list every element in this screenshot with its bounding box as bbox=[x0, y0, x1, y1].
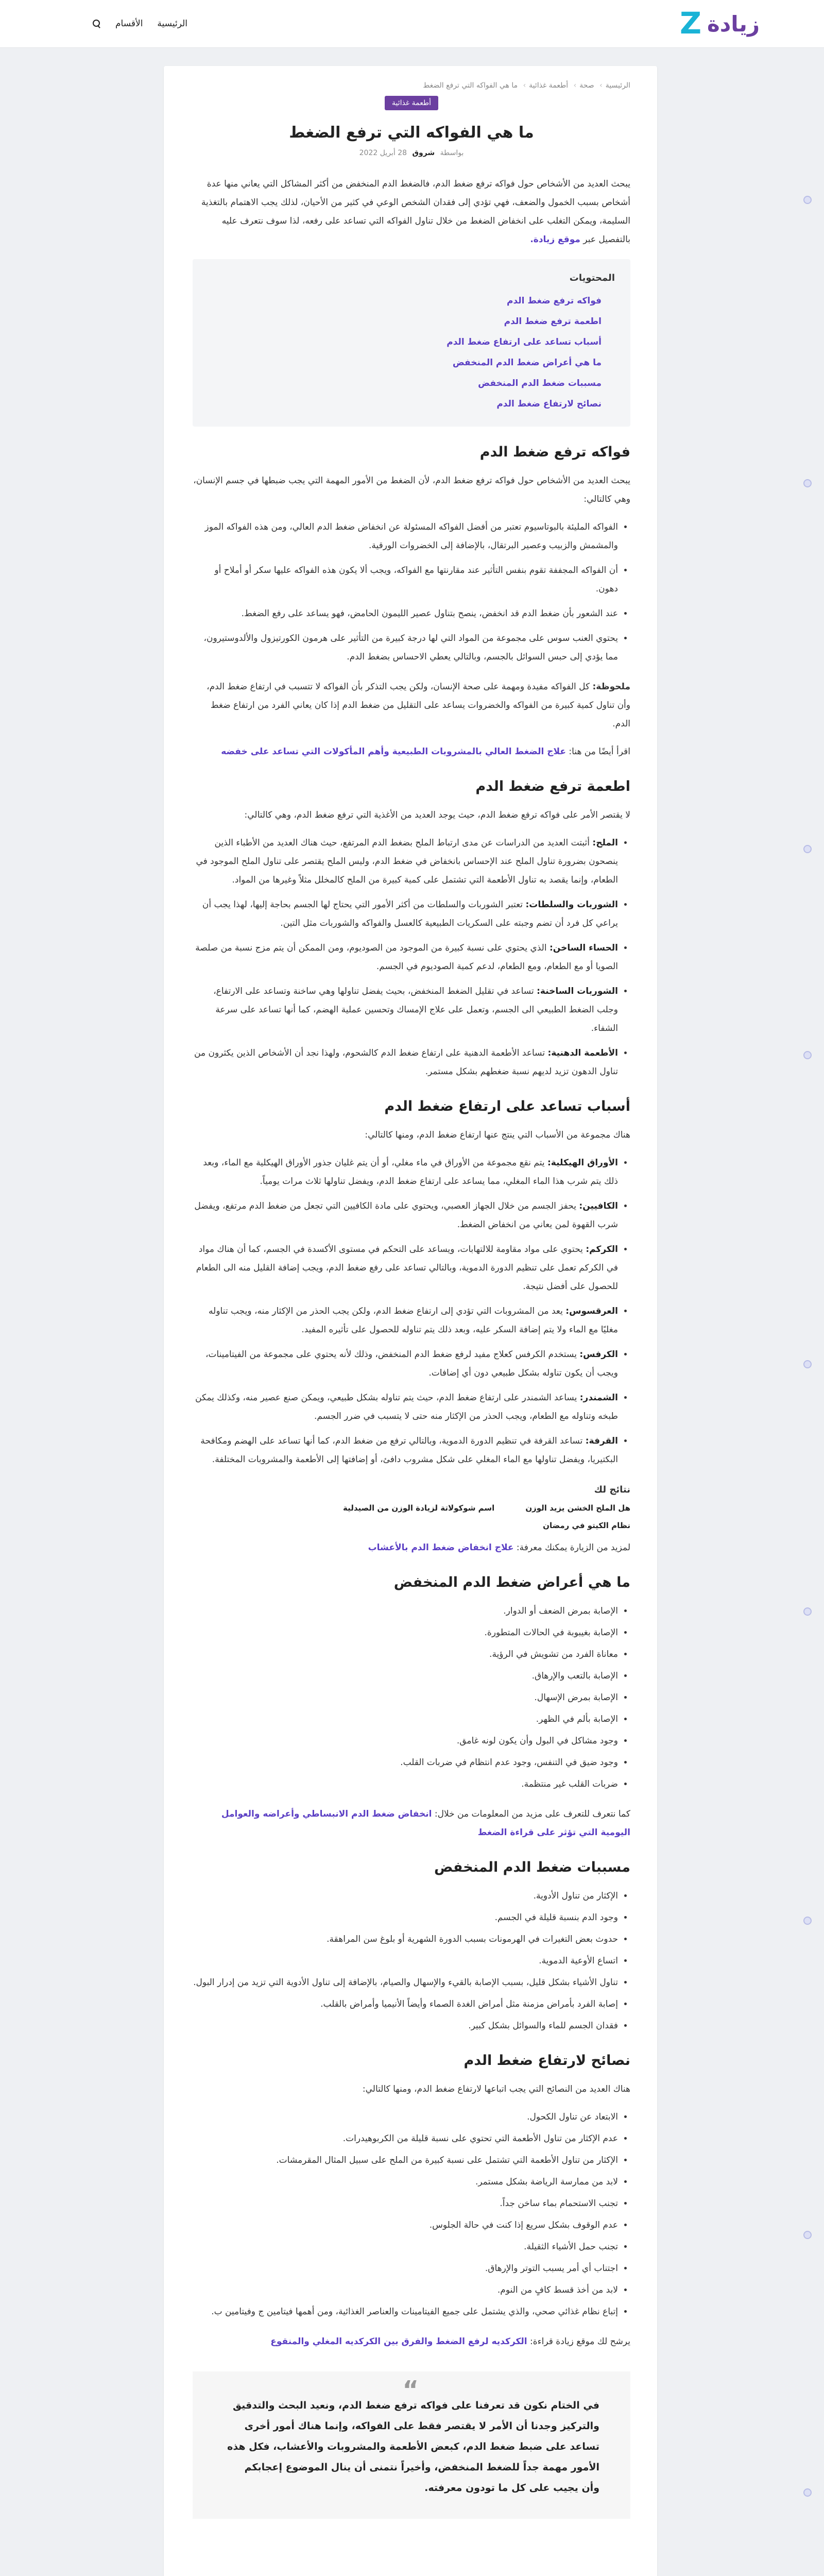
toc-item bbox=[208, 332, 602, 352]
bullet-list bbox=[193, 2108, 630, 2321]
read-also-link[interactable]: علاج انخفاض ضغط الدم بالأعشاب bbox=[368, 1543, 514, 1553]
list-item: • الابتعاد عن تناول الكحول. bbox=[193, 2108, 618, 2126]
list-item: • الإصابة بألم في الظهر. bbox=[193, 1710, 618, 1728]
note-paragraph: ملحوظة: كل الفواكه مفيدة ومهمة على صحة الإنسان، ولكن يجب التذكر بأن الفواكه لا تتسبب في ارتفاع ضغط الدم، وأن تناول كمية كبيرة من الفواكه والخضروات يساعد على التقليل من ضغط الدم إذا كان يعاني الفرد من ارتفاع ضغط الدم. bbox=[207, 682, 630, 729]
share-dot-icon[interactable] bbox=[803, 2231, 812, 2239]
section-intro: يبحث العديد من الأشخاص حول فواكه ترفع ضغط الدم، لأن الضغط من الأمور المهمة التي يجب ضبطها في جسم الإنسان، وهي كالتالي: bbox=[193, 476, 630, 504]
list-item: • العرقسوس: يعد من المشروبات التي تؤدي إلى ارتفاع ضغط الدم، ولكن يجب الحذر من الإكثار منه، ويجب تناوله مغليًا مع الماء ولا يتم إضافة السكر عليه، وبعد ذلك يتم تناوله للحصول على تأثيره المفيد. bbox=[193, 1302, 618, 1339]
section-heading: نصائح لارتفاع ضغط الدم bbox=[464, 2053, 630, 2069]
list-item: • وجود ضيق في التنفس، وجود عدم انتظام في ضربات القلب. bbox=[193, 1753, 618, 1772]
intro-link[interactable]: موقع زيادة. bbox=[530, 234, 580, 245]
list-item: • تجنب حمل الأشياء الثقيلة. bbox=[193, 2238, 618, 2256]
list-item: • الشوربات الساخنة: تساعد في تقليل الضغط المنخفض، بحيث يفضل تناولها وهي ساخنة وتساعد على الارتفاع، وجلب الضغط الطبيعي الى الجسم، وتعمل على علاج الإمساك وتحسين عملية الهضم، كما أنها تساعد على سرعة الشفاء. bbox=[193, 982, 618, 1038]
bullet-list bbox=[193, 834, 630, 1081]
publish-date: 28 أبريل 2022 bbox=[359, 149, 407, 157]
read-also-link[interactable]: علاج الضغط العالي بالمشروبات الطبيعية وأهم المأكولات التي تساعد على خفضه bbox=[221, 747, 566, 757]
list-item: • الأوراق الهيكلية: يتم نقع مجموعة من الأوراق في ماء مغلي، أو أن يتم غليان جذور الأوراق الهيكلية مع الماء، وبعد ذلك يتم شرب هذا الماء المغلي، مما يساعد على ارتفاع ضغط الدم، ويفضل تناولها ثلاث مرات يومياً. bbox=[193, 1154, 618, 1191]
breadcrumb-item[interactable]: الرئيسية bbox=[605, 81, 630, 90]
related-post-link[interactable]: نظام الكيتو في رمضان bbox=[543, 1521, 630, 1530]
list-item: • عند الشعور بأن ضغط الدم قد انخفض، ينصح بتناول عصير الليمون الحامض، فهو يساعد على رفع الضغط. bbox=[193, 604, 618, 623]
read-also: يرشح لك موقع زيادة قراءة: الكركديه لرفع الضغط والفرق بين الكركديه المغلي والمنقوع bbox=[270, 2336, 630, 2347]
breadcrumb-current: ما هي الفواكه التي ترفع الضغط bbox=[423, 81, 518, 90]
section-intro: هناك مجموعة من الأسباب التي ينتج عنها ارتفاع ضغط الدم، ومنها كالتالي: bbox=[365, 1130, 630, 1140]
quote-icon: “ bbox=[402, 2376, 419, 2404]
toc-item bbox=[208, 352, 602, 373]
nav-home[interactable]: الرئيسية bbox=[157, 19, 187, 29]
list-item: • الملح: أثبتت العديد من الدراسات عن مدى ارتباط الملح بضغط الدم المرتفع، حيث هناك العديد من الأطباء الذين ينصحون بضرورة تناول الملح عند الإحساس بانخفاض في ضغط الدم، وليس الملح يقتصر على تناول الملح الموجود في الطعام، وإنما يقصد به تناول الأطعمة التي تشتمل على كمية كبيرة من الملح كالمخلل مثلاً وغيرها من المواد. bbox=[193, 834, 618, 889]
list-item: • وجود الدم بنسبة قليلة في الجسم. bbox=[193, 1908, 618, 1927]
intro-paragraph: يبحث العديد من الأشخاص حول فواكه ترفع ضغط الدم، فالضغط الدم المنخفض من أكثر المشاكل التي يعاني منها عدة أشخاص بسبب الخمول والضعف، فهي تؤدي إلى فقدان الشخص الوعي في كثير من الأحيان، لذلك يجب الاهتمام بالتغذية السليمة، ويمكن التغلب على انخفاض الضغط من خلال تناول الفواكه التي تساعد على رفعه، لذا سوف نتعرف عليه بالتفصيل عبر موقع زيادة. bbox=[201, 179, 630, 245]
toc-link[interactable]: أسباب تساعد على ارتفاع ضغط الدم bbox=[447, 337, 602, 347]
list-item: • الكركم: يحتوي على مواد مقاومة للالتهابات، ويساعد على التحكم في مستوى الأكسدة في الجسم، كما أن هناك مواد في الكركم تعمل على تنظيم الدورة الدموية، وبالتالي تساعد على رفع ضغط الدم، ويجب إضافة القليل منه الى الطعام للحصول على أفضل نتيجة. bbox=[193, 1240, 618, 1296]
list-item: • الأطعمة الدهنية: تساعد الأطعمة الدهنية على ارتفاع ضغط الدم كالشحوم، ولهذا نجد أن الأشخاص الذين يكثرون من تناول الدهون تزيد لديهم نسبة ضغطهم بشكل مستمر. bbox=[193, 1044, 618, 1081]
author-prefix: بواسطة bbox=[440, 149, 464, 157]
section-heading: ما هي أعراض ضغط الدم المنخفض bbox=[393, 1574, 630, 1590]
bullet-list bbox=[193, 1154, 630, 1469]
related-post-link[interactable]: اسم شوكولاتة لزيادة الوزن من الصيدلية bbox=[343, 1503, 495, 1513]
list-item: • الحساء الساخن: الذي يحتوي على نسبة كبيرة من الموجود من الصوديوم، ومن الممكن أن يتم مزج نسبة من صلصة الصويا أو مع الطعام، ومع الطعام، لدعم كمية الصوديوم في الجسم. bbox=[193, 939, 618, 976]
list-item: • عدم الإكثار من تناول الأطعمة التي تحتوي على نسبة قليلة من الكربوهيدرات. bbox=[193, 2129, 618, 2148]
list-item: • وجود مشاكل في البول وأن يكون لونه غامق. bbox=[193, 1732, 618, 1750]
section-heading: مسببات ضغط الدم المنخفض bbox=[434, 1859, 630, 1875]
logo-text: زيادة bbox=[707, 11, 760, 37]
list-item: • لابد من أخذ قسط كافٍ من النوم. bbox=[193, 2281, 618, 2299]
related-post-link[interactable]: هل الملح الخشن يزيد الوزن bbox=[525, 1503, 630, 1513]
site-logo[interactable] bbox=[677, 7, 764, 40]
nav-sections[interactable]: الأقسام bbox=[115, 19, 143, 29]
note-label: ملحوظة: bbox=[592, 682, 630, 692]
conclusion-quote: “ في الختام نكون قد تعرفنا على فواكه ترفع ضغط الدم، ونعيد البحث والتدقيق والتركيز وجدنا أن الأمر لا يقتصر فقط على الفواكه، وإنما هناك أمور أخرى تساعد على ضبط ضغط الدم، كبعض الأطعمة والمشروبات والأعشاب، فكل هذه الأمور مهمة جداً للضغط المنخفض، وأخيراً نتمنى أن ينال الموضوع إعجابكم وأن يجيب على كل ما تودون معرفته. bbox=[193, 2371, 630, 2519]
list-item: • لابد من ممارسة الرياضة بشكل مستمر. bbox=[193, 2173, 618, 2191]
list-item: • حدوث بعض التغيرات في الهرمونات بسبب الدورة الشهرية أو بلوغ سن المراهقة. bbox=[193, 1930, 618, 1948]
related-posts bbox=[193, 1521, 630, 1530]
share-dot-icon[interactable] bbox=[803, 1051, 812, 1059]
list-item: • فقدان الجسم للماء والسوائل بشكل كبير. bbox=[193, 2016, 618, 2035]
list-item: • الإصابة بمرض الضعف أو الدوار. bbox=[193, 1602, 618, 1620]
list-item: • الشمندر: يساعد الشمندر على ارتفاع ضغط الدم، حيث يتم تناوله بشكل طبيعي، ويمكن صنع عصير منه، وكذلك يمكن طبخه وتناوله مع الطعام، ويجب الحذر من الإكثار منه حتى لا يتسبب في ضرر الجسم. bbox=[193, 1388, 618, 1426]
toc-link[interactable]: مسببات ضغط الدم المنخفض bbox=[478, 378, 602, 388]
list-item: • إتباع نظام غذائي صحي، والذي يشتمل على جميع الفيتامينات والعناصر الغذائية، ومن أهمها فيتامين ج وفيتامين ب. bbox=[193, 2302, 618, 2321]
bullet-list bbox=[193, 1602, 630, 1793]
list-item: • الكرفس: يستخدم الكرفس كعلاج مفيد لرفع ضغط الدم المنخفض، وذلك لأنه يحتوي على مجموعة من الفيتامينات، ويجب أن يكون تناوله بشكل طبيعي دون أي إضافات. bbox=[193, 1345, 618, 1382]
breadcrumb-item[interactable]: أطعمة غذائية bbox=[529, 81, 569, 90]
list-item: • الإصابة بالتعب والإرهاق. bbox=[193, 1667, 618, 1685]
toc-item bbox=[208, 311, 602, 332]
toc-item bbox=[208, 291, 602, 311]
list-item: • القرفة: تساعد القرفة في تنظيم الدورة الدموية، وبالتالي ترفع من ضغط الدم، كما أنها تساعد على الهضم ومكافحة البكتيريا، ويفضل تناولها مع الماء المغلي على شكل مشروب دافئ، أو إضافتها إلى الأطعمة والمشروبات المختلفة. bbox=[193, 1432, 618, 1469]
toc-heading: المحتويات bbox=[569, 273, 615, 283]
read-also-link[interactable]: انخفاض ضغط الدم الانبساطي وأعراضه والعوامل اليومية التي تؤثر على قراءة الضغط bbox=[221, 1809, 630, 1838]
list-item: • ضربات القلب غير منتظمة. bbox=[193, 1775, 618, 1793]
toc-link[interactable]: فواكه ترفع ضغط الدم bbox=[507, 296, 602, 306]
related-posts bbox=[193, 1503, 630, 1513]
list-item: • إصابة الفرد بأمراض مزمنة مثل أمراض الغدة الصماء وأيضاً الأنيميا وأمراض بالقلب. bbox=[193, 1995, 618, 2013]
share-dot-icon[interactable] bbox=[803, 479, 812, 487]
share-dot-icon[interactable] bbox=[803, 845, 812, 853]
toc-link[interactable]: ما هي أعراض ضغط الدم المنخفض bbox=[452, 358, 602, 368]
list-item: • يحتوي العنب سوس على مجموعة من المواد التي لها درجة كبيرة من التأثير على هرمون الكورتيزول والألدوستيرون، مما يؤدي إلى حبس السوائل بالجسم، وبالتالي يعطي الاحساس بضغط الدم. bbox=[193, 629, 618, 666]
list-item: • اتساع الأوعية الدموية. bbox=[193, 1952, 618, 1970]
read-also: اقرأ أيضًا من هنا: علاج الضغط العالي بالمشروبات الطبيعية وأهم المأكولات التي تساعد على خفضه bbox=[221, 747, 630, 757]
list-item: • أن الفواكه المجففة تقوم بنفس التأثير عند مقارنتها مع الفواكه، ويجب ألا يكون هذه الفواكه عليها سكر أو أملاح أو دهون. bbox=[193, 561, 618, 598]
author-name[interactable]: شروق bbox=[412, 149, 435, 157]
category-badge[interactable]: أطعمة غذائية bbox=[385, 96, 438, 110]
share-dot-icon[interactable] bbox=[803, 2488, 812, 2497]
read-also-link[interactable]: الكركديه لرفع الضغط والفرق بين الكركديه المغلي والمنقوع bbox=[270, 2336, 527, 2347]
list-item: • الكافيين: يحفز الجسم من خلال الجهاز العصبي، ويحتوي على مادة الكافيين التي تجعل من ضغط الدم مرتفع، ويفضل شرب القهوة لمن يعاني من انخفاض الضغط. bbox=[193, 1197, 618, 1234]
share-dot-icon[interactable] bbox=[803, 196, 812, 204]
toc-link[interactable]: نصائح لارتفاع ضغط الدم bbox=[496, 399, 602, 409]
main-nav bbox=[93, 15, 187, 32]
list-item: • عدم الوقوف بشكل سريع إذا كنت في حالة الجلوس. bbox=[193, 2216, 618, 2234]
toc-item bbox=[208, 394, 602, 414]
category-wrap bbox=[193, 94, 630, 110]
list-item: • الشوربات والسلطات: تعتبر الشوربات والسلطات من أكثر الأمور التي يحتاج لها الجسم بحاجة إليها، لهذا يجب أن يراعي كل فرد أن تضم وجبته على السكريات الطبيعية كالعسل والفواكه والشوربات مثل التين. bbox=[193, 895, 618, 933]
site-header bbox=[0, 0, 824, 48]
toc-link[interactable]: اطعمة ترفع ضغط الدم bbox=[504, 316, 602, 327]
bullet-list bbox=[193, 1887, 630, 2035]
list-item: • معاناة الفرد من تشويش في الرؤية. bbox=[193, 1645, 618, 1664]
breadcrumb: الرئيسية› صحة› أطعمة غذائية› ما هي الفواكه التي ترفع الضغط bbox=[423, 81, 630, 90]
toc-item bbox=[208, 373, 602, 394]
section-heading: فواكه ترفع ضغط الدم bbox=[479, 444, 630, 460]
table-of-contents bbox=[193, 259, 630, 427]
section-intro: لا يقتصر الأمر على فواكه ترفع ضغط الدم، حيث يوجد العديد من الأغذية التي ترفع ضغط الدم، وهي كالتالي: bbox=[244, 810, 630, 820]
search-icon[interactable] bbox=[93, 20, 101, 28]
related-heading: نتائج لك bbox=[594, 1484, 630, 1495]
article-content bbox=[193, 76, 630, 2519]
share-dot-icon[interactable] bbox=[803, 1607, 812, 1616]
list-item: • الإصابة بغيبوبة في الحالات المتطورة. bbox=[193, 1623, 618, 1642]
article-meta bbox=[193, 149, 630, 157]
bullet-list bbox=[193, 518, 630, 666]
section-heading: اطعمة ترفع ضغط الدم bbox=[475, 778, 630, 794]
breadcrumb-item[interactable]: صحة bbox=[579, 81, 594, 90]
share-dot-icon[interactable] bbox=[803, 1360, 812, 1368]
list-item: • الإكثار من تناول الأدوية. bbox=[193, 1887, 618, 1905]
share-dot-icon[interactable] bbox=[803, 1917, 812, 1925]
article-title: ما هي الفواكه التي ترفع الضغط bbox=[289, 124, 534, 142]
list-item: • الإكثار من تناول الأطعمة التي تشتمل على نسبة كبيرة من الملح على سبيل المثال المقرمشات. bbox=[193, 2151, 618, 2170]
read-also: لمزيد من الزيارة يمكنك معرفة: علاج انخفاض ضغط الدم بالأعشاب bbox=[368, 1543, 630, 1553]
section-heading: أسباب تساعد على ارتفاع ضغط الدم bbox=[384, 1098, 630, 1114]
article-card bbox=[164, 66, 657, 2576]
list-item: • تجنب الاستحمام بماء ساخن جداً. bbox=[193, 2194, 618, 2213]
logo-z-mark: Z bbox=[679, 6, 702, 41]
list-item: • الفواكه المليئة بالبوتاسيوم تعتبر من أفضل الفواكه المسئولة عن انخفاض ضغط الدم العالي، ومن هذه الفواكه الموز والمشمش والزبيب وعصير البرتقال، بالإضافة إلى الخضروات الورقية. bbox=[193, 518, 618, 555]
list-item: • الإصابة بمرض الإسهال. bbox=[193, 1688, 618, 1707]
read-also: كما نتعرف للتعرف على مزيد من المعلومات من خلال: انخفاض ضغط الدم الانبساطي وأعراضه والعوامل اليومية التي تؤثر على قراءة الضغط bbox=[221, 1809, 630, 1838]
list-item: • تناول الأشياء بشكل قليل، بسبب الإصابة بالقيء والإسهال والصيام، بالإضافة إلى تناول الأدوية التي تزيد من إدرار البول. bbox=[193, 1973, 618, 1992]
section-intro: هناك العديد من النصائح التي يجب اتباعها لارتفاع ضغط الدم، ومنها كالتالي: bbox=[362, 2084, 630, 2094]
list-item: • اجتناب أي أمر يسبب التوتر والإرهاق. bbox=[193, 2259, 618, 2278]
